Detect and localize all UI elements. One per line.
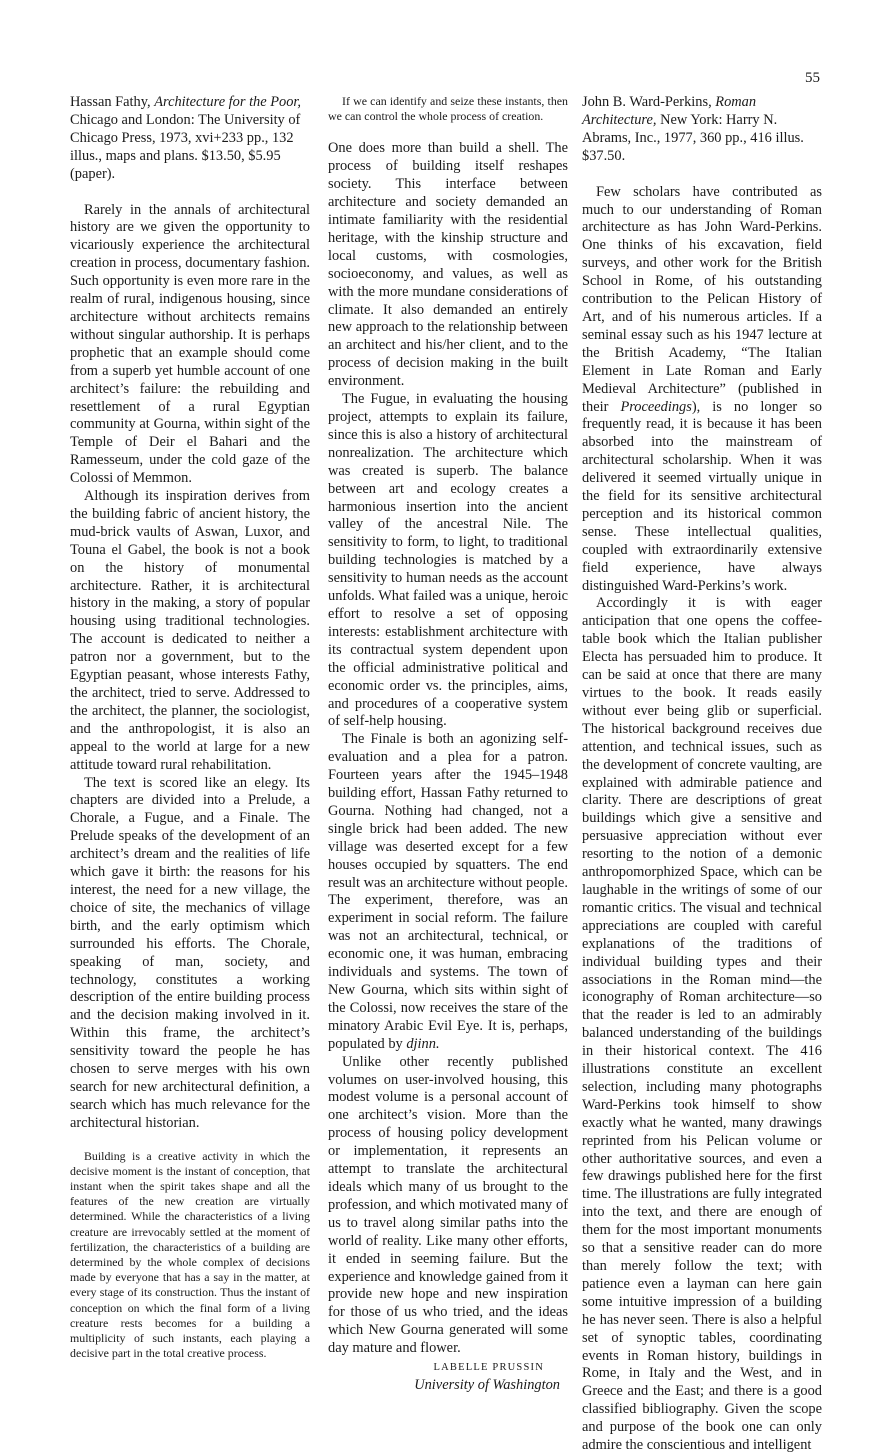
column-3 [582,94,822,1455]
review1-paragraph: The text is scored like an elegy. Its chapters are divided into a Prelude, a Chorale, a Fugue, and a Finale. The Prelude speaks of the development of an architect’s dream and the realities of life which gave it birth: the reasons for his interest, the need for a new village, the choice of site, the mechanics of village birth, and the early optimism which surrounded his efforts. The Chorale, speaking of man, society, and technology, constitutes a working description of the entire building process and the decision making involved in it. Within this frame, the architect’s sensitivity toward the people he has chosen to serve merges with his own search for new architectural definition, a search which has much relevance for the architectural historian. [70,774,310,1131]
block-quote: Building is a creative activity in which the decisive moment is the instant of conception, that instant when the spirit takes shape and all the features of the new creation are virtually determined. While the characteristics of a living creature are irrevocably settled at the moment of fertilization, the characteristics of a building are determined by the whole complex of decisions made by everyone that has a say in the matter, at every stage of its construction. Thus the instant of conception on which the final form of a living creature rests becomes for a building a multiplicity of such instants, each playing a decisive part in the total creative process. [70,1148,310,1361]
column-2 [328,94,568,1395]
review1-paragraph: Rarely in the annals of architectural history are we given the opportunity to vicariously experience the architectural creation in process, documentary fashion. Such opportunity is even more rare in the realm of rural, indigenous housing, since architecture without architects remains without singular authorship. It is perhaps prophetic that an example should come from a superb yet humble account of one architect’s failure: the rebuilding and resettlement of a rural Egyptian community at Gourna, within sight of the Temple of Deir el Bahari and the Ramesseum, under the cold gaze of the Colossi of Memmon. [70,201,310,487]
review1-title: Architecture for the Poor, [154,94,302,110]
review2-title: Roman Architecture, [582,94,757,128]
reviewer-affiliation: University of Washington [414,1376,560,1393]
review2-paragraph: Accordingly it is with eager anticipation that one opens the coffee-table book which the Italian publisher Electa has persuaded him to produce. It can be said at once that there are many virtues to the book. It reads easily without ever being glib or superficial. The historical background receives due attention, and technical issues, such as the development of concrete vaulting, are explained with admirable patience and clarity. There are descriptions of great buildings which give a sensitive and persuasive appreciation without ever resorting to the notion of a demonic anthropomorphized Space, which can be laughable in the writings of some of our romantic critics. The visual and technical appreciations are coupled with careful explanations of the traditions of individual building types and their associations in the Roman mind—the iconography of Roman architecture—so that the reader is led to an admirably balanced understanding of the buildings in their historical context. The 416 illustrations constitute an excellent selection, including many photographs Ward-Perkins took himself to show exactly what he wanted, many drawings reprinted from his Pelican volume or other authoritative sources, and even a few drawings published here for the first time. The illustrations are fully integrated into the text, and there are enough of them for the most important monuments so that a sensitive reader can do more than merely follow the text; with patience even a layman can here gain some intuitive impression of a building he has never seen. There is also a helpful set of synoptic tables, coordinating events in Roman history, buildings in Rome, in Italy and the West, and in Greece and the East; and there is a good classified bibliography. Given the scope and purpose of the book one can only admire the conscientious and intelligent [582,595,822,1454]
review2-text: ), is no longer so frequently read, it is because it has been absorbed into the mainstream of architectural scholarship. When it was delivered it seemed virtually unique in the field for its sensitive architectural perception and its historical common sense. These intellectual qualities, coupled with extraordinarily extensive field experience, have always distinguished Ward-Perkins’s work. [582,398,822,594]
review2-paragraph [582,184,822,596]
review1-paragraph [328,731,568,1053]
review2-author: John B. Ward-Perkins, [582,94,712,110]
review2-text: Few scholars have contributed as much to our understanding of Roman architecture as has John Ward-Perkins. One thinks of his excavation, field surveys, and other work for the British School in Rome, of his outstanding contribution to the Pelican History of Art, and of his numerous articles. If a seminal essay such as his 1947 lecture at the British Academy, “The Italian Element in Late Roman and Early Medieval Architecture” (published in their [582,183,822,415]
review1-publication: Chicago and London: The University of Chicago Press, 1973, xvi+233 pp., 132 illus., maps and plans. $13.50, $5.95 (paper). [70,111,301,182]
review1-author: Hassan Fathy, [70,94,151,110]
block-quote-continued: If we can identify and seize these instants, then we can control the whole process of creation. [328,94,568,124]
review2-citation [582,94,822,166]
review1-paragraph: Unlike other recently published volumes on user-involved housing, this modest volume is a personal account of one architect’s vision. More than the process of housing policy development or implementation, it represents an attempt to translate the architectural ideals which many of us brought to the profession, and which motivated many of us to travel along similar paths into the world of reality. Like many other efforts, it ended in seeming failure. But the experience and knowledge gained from it provide new hope and new inspiration for those of us who tried, and the ideas which New Gourna generated will some day mature and flower. [328,1053,568,1357]
review1-paragraph: The Fugue, in evaluating the housing project, attempts to explain its failure, since this is also a history of architectural nonrealization. The architecture which was created is superb. The balance between art and ecology creates a harmonious insertion into the ancient valley of the ancestral Nile. The sensitivity to form, to light, to traditional building technologies is matched by a sensitivity to human needs as the account unfolds. What failed was a unique, heroic effort to resolve a set of opposing interests: establishment architecture with its contractual system dependent upon the official administrative political and economic order vs. the principles, aims, and procedures of a cooperative system of self-help housing. [328,391,568,730]
review1-paragraph: One does more than build a shell. The process of building itself reshapes society. This interface between architecture and society demanded an intimate familiarity with the residential heritage, with the kinship structure and local customs, with cosmologies, socioeconomy, and values, as well as with the more mundane considerations of climate. It also demanded an entirely new approach to the relationship between an architect and his/her client, and to the process of decision making in the built environment. [328,140,568,390]
review1-paragraph: Although its inspiration derives from the building fabric of ancient history, the mud-brick vaults of Aswan, Luxor, and Touna el Gabel, the book is not a book on the history of monumental architecture. Rather, it is architectural history in the making, a story of popular housing using traditional technologies. The account is dedicated to neither a patron nor a government, but to the Egyptian peasant, whose interests Fathy, the architect, tried to serve. Addressed to the architect, the planner, the sociologist, and the anthropologist, it is also an appeal to the world at large for a new attitude toward rural rehabilitation. [70,488,310,773]
finale-text: The Finale is both an agonizing self-evaluation and a plea for a patron. Fourteen years after the 1945–1948 building effort, Hassan Fathy returned to Gourna. Nothing had changed, not a single brick had been added. The new village was deserted except for a few houses occupied by squatters. The end result was an architecture without people. The experiment, therefore, was an experiment in social reform. The failure was not an architectural, technical, or economic one, it was human, embracing individuals and systems. The town of New Gourna, which sits within sight of the Colossi, now receives the stare of the minatory Arabic Evil Eye. It is, perhaps, populated by [328,731,568,1052]
review1-citation [70,94,310,184]
reviewer-name: LABELLE PRUSSIN [433,1362,544,1374]
djinn-word: djinn. [406,1035,440,1052]
proceedings-title: Proceedings [620,398,692,415]
page-number: 55 [805,70,820,86]
review2-publication: New York: Harry N. Abrams, Inc., 1977, 360 pp., 416 illus. $37.50. [582,111,804,164]
column-1 [70,94,310,1362]
